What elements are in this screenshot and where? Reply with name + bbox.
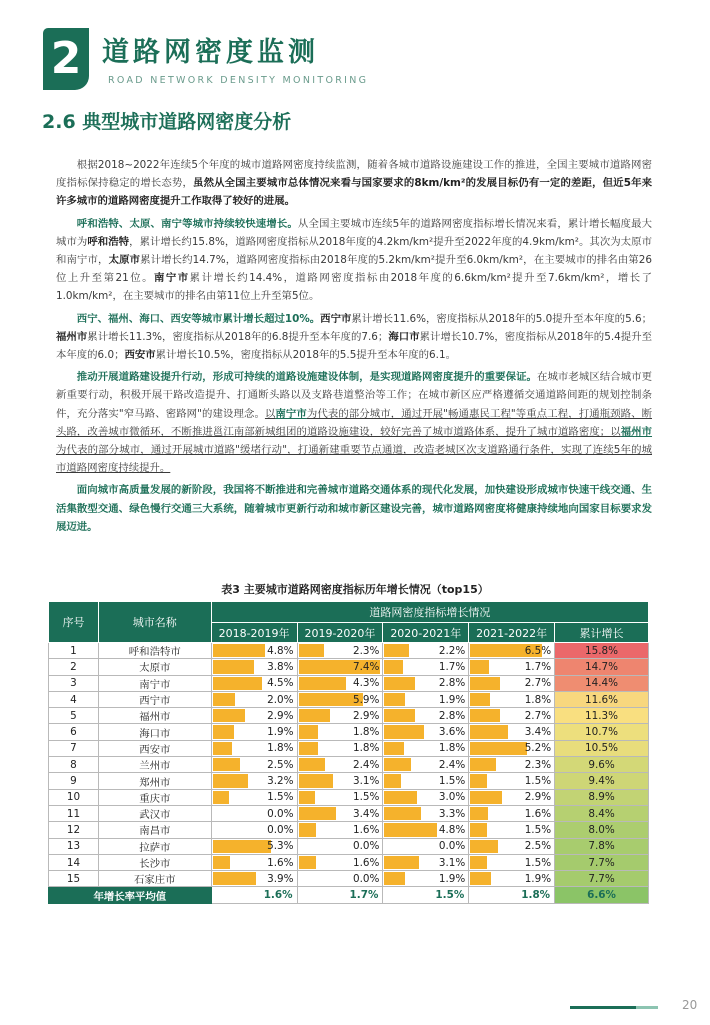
- table-row: [49, 708, 649, 724]
- growth-value: 3.6%: [438, 726, 466, 739]
- growth-cell: [297, 757, 383, 773]
- growth-value: 1.8%: [524, 693, 552, 706]
- growth-table: [48, 601, 649, 904]
- row-no: 14: [49, 854, 99, 870]
- growth-cell: [469, 805, 555, 821]
- body-text: [56, 156, 652, 540]
- growth-cell: [383, 805, 469, 821]
- growth-cell: [383, 822, 469, 838]
- growth-cell: [211, 805, 297, 821]
- growth-cell: [469, 773, 555, 789]
- row-total: 10.5%: [555, 740, 649, 756]
- p3-city-2: 福州市: [56, 330, 88, 343]
- row-city: 拉萨市: [98, 838, 211, 854]
- row-no: 2: [49, 659, 99, 675]
- growth-value: 5.3%: [267, 840, 294, 853]
- growth-value: 3.4%: [352, 807, 380, 820]
- header-y4: 2021-2022年: [469, 623, 555, 643]
- header-total: 累计增长: [555, 623, 649, 643]
- table-row: [49, 805, 649, 821]
- table-row: [49, 757, 649, 773]
- row-no: 11: [49, 805, 99, 821]
- table-row: [49, 691, 649, 707]
- growth-cell: [211, 691, 297, 707]
- p4-city-1: 南宁市: [275, 407, 307, 420]
- growth-value: 4.8%: [438, 823, 466, 836]
- growth-cell: [469, 854, 555, 870]
- row-no: 12: [49, 822, 99, 838]
- row-city: 呼和浩特市: [98, 643, 211, 659]
- table-row: [49, 854, 649, 870]
- growth-cell: [383, 659, 469, 675]
- section-title: 2.6 典型城市道路网密度分析: [42, 111, 292, 133]
- row-total: 9.4%: [555, 773, 649, 789]
- growth-cell: [383, 708, 469, 724]
- row-total: 7.8%: [555, 838, 649, 854]
- row-city: 南宁市: [98, 675, 211, 691]
- row-no: 5: [49, 708, 99, 724]
- row-total: 8.0%: [555, 822, 649, 838]
- growth-value: 1.7%: [524, 660, 552, 673]
- growth-cell: [469, 659, 555, 675]
- growth-value: 1.5%: [438, 775, 466, 788]
- growth-value: 1.6%: [352, 823, 380, 836]
- header-y2: 2019-2020年: [297, 623, 383, 643]
- p1-text: 根据2018~2022年连续5个年度的城市道路网密度持续监测，随着各城市道路设施建设工作的推进，全国主要城市道路网密度指标保持稳定的增长态势，: [56, 159, 652, 190]
- growth-value: 3.8%: [267, 660, 294, 673]
- average-label: 年增长率平均值: [49, 887, 212, 903]
- growth-cell: [469, 691, 555, 707]
- growth-cell: [211, 740, 297, 756]
- row-city: 长沙市: [98, 854, 211, 870]
- p2-text-3: 累计增长约14.7%，道路网密度指标由2018年度的5.2km/km²提升至6.0km/km²，在主要城市的排名由第26位上升至第21位。: [56, 254, 653, 285]
- growth-value: 0.0%: [438, 840, 466, 853]
- growth-value: 3.4%: [524, 726, 552, 739]
- row-total: 9.6%: [555, 757, 649, 773]
- growth-value: 0.0%: [352, 872, 380, 885]
- growth-value: 2.8%: [438, 677, 466, 690]
- growth-value: 3.9%: [267, 872, 294, 885]
- growth-cell: [383, 675, 469, 691]
- chapter-title: 道路网密度监测: [102, 37, 319, 68]
- growth-cell: [211, 724, 297, 740]
- row-total: 11.3%: [555, 708, 649, 724]
- growth-value: 2.9%: [352, 709, 380, 722]
- row-total: 11.6%: [555, 691, 649, 707]
- row-city: 西安市: [98, 740, 211, 756]
- growth-cell: [211, 757, 297, 773]
- growth-cell: [297, 708, 383, 724]
- table-row: [49, 659, 649, 675]
- growth-value: 2.7%: [524, 677, 552, 690]
- growth-cell: [297, 789, 383, 805]
- header-y1: 2018-2019年: [211, 623, 297, 643]
- growth-cell: [297, 773, 383, 789]
- table-caption: 表3 主要城市道路网密度指标历年增长情况（top15）: [221, 583, 489, 596]
- average-value: 1.7%: [297, 887, 383, 903]
- growth-cell: [211, 659, 297, 675]
- header-no: 序号: [49, 602, 99, 643]
- row-no: 3: [49, 675, 99, 691]
- growth-cell: [383, 740, 469, 756]
- growth-cell: [297, 691, 383, 707]
- table-row: [49, 822, 649, 838]
- p1-highlight: 虽然从全国主要城市总体情况来看与国家要求的8km/km²的发展目标仍有一定的差距，但近5年来许多城市的道路网密度提升工作取得了较好的进展。: [56, 177, 652, 208]
- growth-cell: [297, 871, 383, 887]
- row-city: 太原市: [98, 659, 211, 675]
- row-no: 1: [49, 643, 99, 659]
- growth-value: 6.5%: [524, 644, 552, 657]
- growth-cell: [211, 675, 297, 691]
- p3-text-2: 累计增长11.3%，密度指标从2018年的6.8提升至本年度的7.6；: [87, 330, 389, 343]
- chapter-subtitle: ROAD NETWORK DENSITY MONITORING: [108, 75, 369, 86]
- p2-city-2: 太原市: [108, 254, 141, 267]
- growth-cell: [383, 838, 469, 854]
- header-city: 城市名称: [98, 602, 211, 643]
- chapter-number: 2: [50, 33, 82, 84]
- growth-cell: [297, 822, 383, 838]
- growth-value: 1.5%: [524, 775, 552, 788]
- growth-value: 1.5%: [524, 823, 552, 836]
- growth-cell: [297, 838, 383, 854]
- row-no: 9: [49, 773, 99, 789]
- growth-value: 1.9%: [524, 872, 552, 885]
- row-total: 7.7%: [555, 871, 649, 887]
- growth-cell: [297, 643, 383, 659]
- growth-cell: [469, 643, 555, 659]
- p4-underlined-1: 以: [264, 407, 276, 420]
- p3-city-3: 海口市: [388, 330, 420, 343]
- p4-text-1: 在城市老城区结合城市更新重要行动，积极开展干路改造提升、打通断头路以及支路巷道整治等工作；在城市新区应严格遵循交通道路间距的规划控制条件，充分落实"窄马路、密路网"的建设理念。: [56, 371, 653, 420]
- growth-cell: [383, 789, 469, 805]
- p3-text-4: 累计增长10.5%，密度指标从2018年的5.5提升至本年度的6.1。: [155, 349, 456, 362]
- row-city: 南昌市: [98, 822, 211, 838]
- average-value: 1.6%: [211, 887, 297, 903]
- table-row: [49, 675, 649, 691]
- row-city: 兰州市: [98, 757, 211, 773]
- growth-cell: [469, 838, 555, 854]
- footer-rule-accent: [636, 1006, 658, 1009]
- table-row: [49, 789, 649, 805]
- growth-cell: [211, 822, 297, 838]
- growth-value: 4.5%: [267, 677, 294, 690]
- growth-value: 1.9%: [438, 693, 466, 706]
- paragraph-4: [56, 368, 652, 477]
- growth-value: 1.8%: [267, 742, 294, 755]
- growth-value: 5.2%: [524, 742, 552, 755]
- table-row: [49, 838, 649, 854]
- growth-cell: [469, 740, 555, 756]
- growth-cell: [469, 724, 555, 740]
- growth-cell: [211, 871, 297, 887]
- header-group: 道路网密度指标增长情况: [211, 602, 648, 623]
- growth-value: 2.3%: [524, 758, 552, 771]
- growth-cell: [383, 871, 469, 887]
- paragraph-1: [56, 156, 652, 211]
- row-city: 郑州市: [98, 773, 211, 789]
- growth-cell: [383, 643, 469, 659]
- growth-value: 7.4%: [352, 660, 380, 673]
- row-city: 西宁市: [98, 691, 211, 707]
- growth-cell: [211, 708, 297, 724]
- growth-value: 1.9%: [267, 726, 294, 739]
- growth-value: 2.8%: [438, 709, 466, 722]
- growth-value: 2.5%: [267, 758, 294, 771]
- growth-value: 1.6%: [524, 807, 552, 820]
- average-value: 1.8%: [469, 887, 555, 903]
- growth-value: 2.4%: [352, 758, 380, 771]
- growth-value: 2.2%: [438, 644, 466, 657]
- growth-cell: [211, 789, 297, 805]
- table-row: [49, 643, 649, 659]
- average-total: 6.6%: [555, 887, 649, 903]
- p3-text-3: 累计增长10.7%，密度指标从2018年的5.4提升至本年度的6.0；: [56, 330, 653, 362]
- p2-city-1: 呼和浩特: [87, 235, 130, 248]
- growth-value: 2.9%: [524, 791, 552, 804]
- row-total: 10.7%: [555, 724, 649, 740]
- growth-value: 3.2%: [267, 775, 294, 788]
- table-row: [49, 773, 649, 789]
- growth-value: 0.0%: [267, 807, 294, 820]
- growth-cell: [383, 773, 469, 789]
- growth-value: 2.9%: [267, 709, 294, 722]
- growth-value: 3.1%: [438, 856, 466, 869]
- growth-cell: [469, 708, 555, 724]
- growth-cell: [297, 675, 383, 691]
- growth-cell: [383, 854, 469, 870]
- row-total: 8.4%: [555, 805, 649, 821]
- growth-value: 1.9%: [438, 872, 466, 885]
- growth-cell: [469, 757, 555, 773]
- growth-value: 2.0%: [267, 693, 294, 706]
- row-total: 8.9%: [555, 789, 649, 805]
- row-total: 14.7%: [555, 659, 649, 675]
- growth-value: 0.0%: [267, 823, 294, 836]
- row-no: 6: [49, 724, 99, 740]
- growth-cell: [297, 724, 383, 740]
- p4-city-2: 福州市: [620, 425, 653, 438]
- growth-cell: [469, 675, 555, 691]
- growth-value: 3.1%: [352, 775, 380, 788]
- p3-city-4: 西安市: [124, 349, 156, 362]
- paragraph-5: 面向城市高质量发展的新阶段，我国将不断推进和完善城市道路交通体系的现代化发展，加快建设形成城市快速干线交通、生活集散型交通、绿色慢行交通三大系统，随着城市更新行动和城市新区建设完善，城市道路网密度将健康持续地向国家目标要求发展迈进。: [56, 484, 652, 533]
- table-row: [49, 724, 649, 740]
- p4-underlined-3: 为代表的部分城市，通过开展城市道路"缓堵行动"，打通新建重要节点通道，改造老城区次支道路通行条件，实现了连续5年的城市道路网密度持续提升。: [56, 444, 652, 475]
- growth-value: 1.8%: [352, 726, 380, 739]
- average-value: 1.5%: [383, 887, 469, 903]
- row-city: 海口市: [98, 724, 211, 740]
- p3-city-1: 西宁市: [320, 312, 352, 325]
- growth-cell: [297, 805, 383, 821]
- paragraph-3: [56, 310, 652, 365]
- table-row: [49, 871, 649, 887]
- average-row: [49, 887, 649, 903]
- row-no: 10: [49, 789, 99, 805]
- growth-value: 1.8%: [438, 742, 466, 755]
- growth-cell: [383, 691, 469, 707]
- row-city: 福州市: [98, 708, 211, 724]
- growth-cell: [469, 789, 555, 805]
- row-no: 7: [49, 740, 99, 756]
- row-city: 重庆市: [98, 789, 211, 805]
- p4-underlined-2: 为代表的部分城市，通过开展"畅通惠民工程"等重点工程，打通瓶颈路、断头路，改善城市微循环，不断推进邕江南部新城组团的道路设施建设，较好完善了城市道路体系，提升了城市道路密度；以: [56, 407, 652, 438]
- row-no: 15: [49, 871, 99, 887]
- growth-value: 4.3%: [352, 677, 380, 690]
- growth-cell: [211, 643, 297, 659]
- p2-text-4: 累计增长约14.4%，道路网密度指标由2018年度的6.6km/km²提升至7.6km/km²，增长了1.0km/km²，在主要城市的排名由第11位上升至第5位。: [56, 272, 653, 303]
- growth-value: 2.5%: [524, 840, 552, 853]
- p3-lead: 西宁、福州、海口、西安等城市累计增长超过10%。: [76, 312, 321, 325]
- row-city: 武汉市: [98, 805, 211, 821]
- growth-value: 1.7%: [438, 660, 466, 673]
- growth-value: 1.5%: [352, 791, 380, 804]
- growth-value: 1.8%: [352, 742, 380, 755]
- growth-value: 0.0%: [352, 840, 380, 853]
- growth-value: 5.9%: [352, 693, 380, 706]
- row-total: 15.8%: [555, 643, 649, 659]
- row-no: 4: [49, 691, 99, 707]
- growth-cell: [469, 871, 555, 887]
- row-total: 7.7%: [555, 854, 649, 870]
- growth-value: 1.6%: [352, 856, 380, 869]
- p4-lead: 推动开展道路建设提升行动，形成可持续的道路设施建设体制，是实现道路网密度提升的重要保证。: [76, 371, 538, 384]
- growth-value: 1.6%: [267, 856, 294, 869]
- growth-value: 3.3%: [438, 807, 466, 820]
- paragraph-2: [56, 215, 652, 306]
- row-city: 石家庄市: [98, 871, 211, 887]
- p2-text-2: ，累计增长约15.8%，道路网密度指标从2018年度的4.2km/km²提升至2022年度的4.9km/km²。其次为太原市和南宁市，: [56, 235, 653, 267]
- p2-city-3: 南宁市: [153, 272, 190, 285]
- growth-cell: [211, 854, 297, 870]
- growth-cell: [297, 740, 383, 756]
- growth-cell: [211, 838, 297, 854]
- growth-cell: [383, 724, 469, 740]
- row-no: 13: [49, 838, 99, 854]
- row-total: 14.4%: [555, 675, 649, 691]
- growth-value: 2.7%: [524, 709, 552, 722]
- growth-value: 2.3%: [352, 644, 380, 657]
- growth-value: 1.5%: [267, 791, 294, 804]
- p3-text-1: 累计增长11.6%，密度指标从2018年的5.0提升至本年度的5.6；: [351, 312, 653, 325]
- header-y3: 2020-2021年: [383, 623, 469, 643]
- growth-cell: [211, 773, 297, 789]
- growth-cell: [469, 822, 555, 838]
- growth-cell: [297, 854, 383, 870]
- page-number: 20: [682, 998, 698, 1012]
- p2-text-1: 从全国主要城市连续5年的道路网密度指标增长情况来看，累计增长幅度最大城市为: [56, 217, 653, 248]
- growth-cell: [383, 757, 469, 773]
- table-body: [49, 643, 649, 904]
- table-row: [49, 740, 649, 756]
- row-no: 8: [49, 757, 99, 773]
- growth-value: 4.8%: [267, 644, 294, 657]
- p2-lead: 呼和浩特、太原、南宁等城市持续较快速增长。: [76, 217, 298, 230]
- growth-value: 1.5%: [524, 856, 552, 869]
- growth-value: 3.0%: [438, 791, 466, 804]
- growth-value: 2.4%: [438, 758, 466, 771]
- growth-cell: [297, 659, 383, 675]
